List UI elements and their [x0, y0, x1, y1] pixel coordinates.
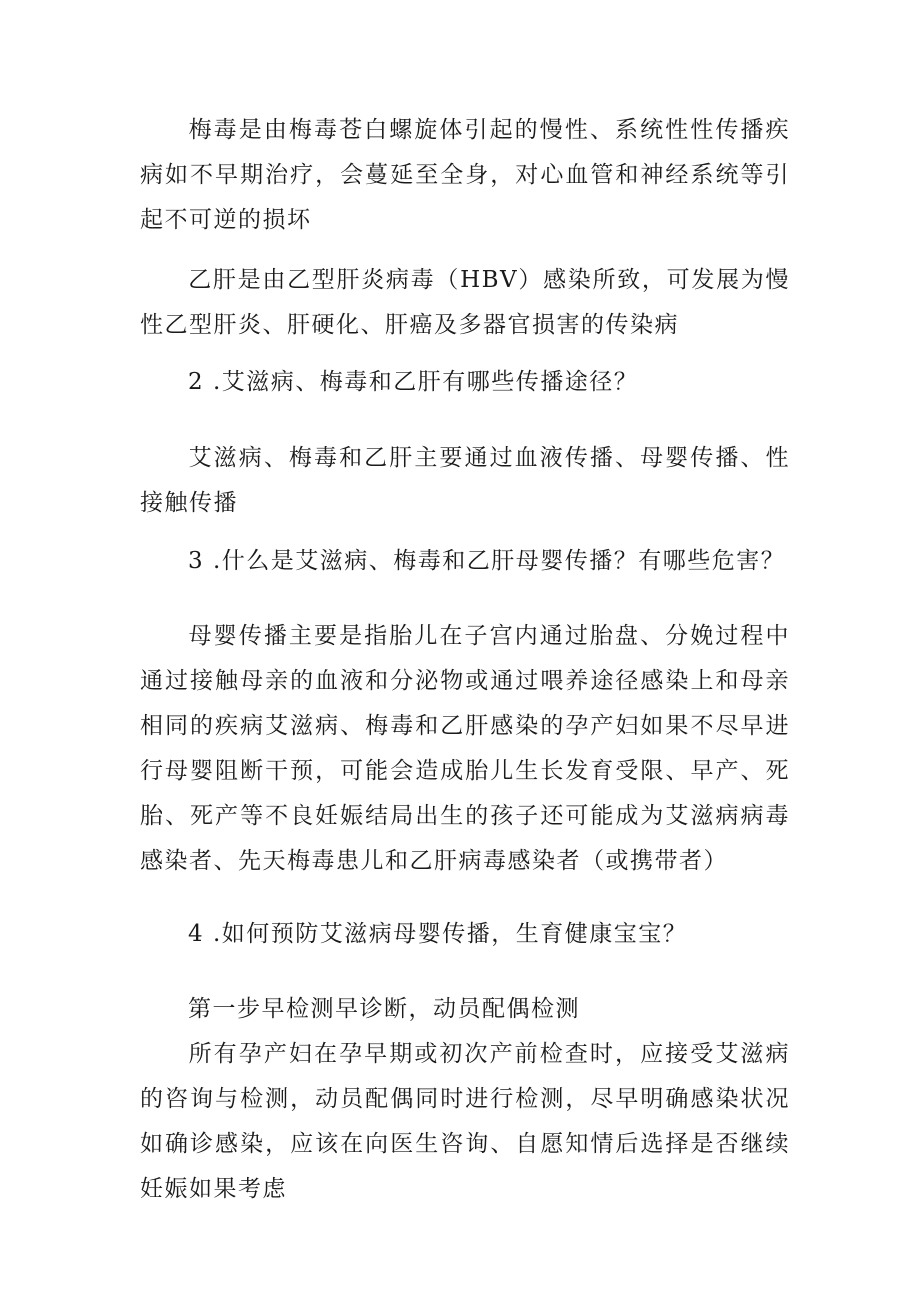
hepatitis-b-definition-paragraph	[140, 258, 790, 348]
answer-3-paragraph	[140, 614, 790, 884]
syphilis-definition-paragraph	[140, 108, 790, 243]
answer-3-text: 母婴传播主要是指胎儿在子宫内通过胎盘、分娩过程中通过接触母亲的血液和分泌物或通过喂养途径感染上和母亲相同的疾病艾滋病、梅毒和乙肝感染的孕产妇如果不尽早进行母婴阻断干预，可能会造成胎儿生长发育受限、早产、死胎、死产等不良妊娠结局出生的孩子还可能成为艾滋病病毒感染者、先天梅毒患儿和乙肝病毒感染者（或携带者）	[140, 623, 790, 874]
question-2-heading: 2 .艾滋病、梅毒和乙肝有哪些传播途径？	[188, 369, 639, 395]
question-4-heading: 4 .如何预防艾滋病母婴传播，生育健康宝宝？	[188, 921, 688, 947]
step-1-title: 第一步早检测早诊断，动员配偶检测	[188, 996, 580, 1022]
step-1-body-text: 所有孕产妇在孕早期或初次产前检查时，应接受艾滋病的咨询与检测，动员配偶同时进行检测，尽早明确感染状况如确诊感染，应该在向医生咨询、自愿知情后选择是否继续妊娠如果考虑	[140, 1041, 790, 1202]
answer-2-text: 艾滋病、梅毒和乙肝主要通过血液传播、母婴传播、性接触传播	[140, 445, 790, 516]
question-3-heading: 3 .什么是艾滋病、梅毒和乙肝母婴传播？有哪些危害？	[188, 548, 786, 574]
answer-2-paragraph	[140, 436, 790, 526]
hepatitis-b-definition-text: 乙肝是由乙型肝炎病毒（HBV）感染所致，可发展为慢性乙型肝炎、肝硬化、肝癌及多器官损害的传染病	[140, 267, 790, 338]
step-1-body-paragraph	[140, 1032, 790, 1212]
syphilis-definition-text: 梅毒是由梅毒苍白螺旋体引起的慢性、系统性性传播疾病如不早期治疗，会蔓延至全身，对心血管和神经系统等引起不可逆的损坏	[140, 117, 790, 233]
